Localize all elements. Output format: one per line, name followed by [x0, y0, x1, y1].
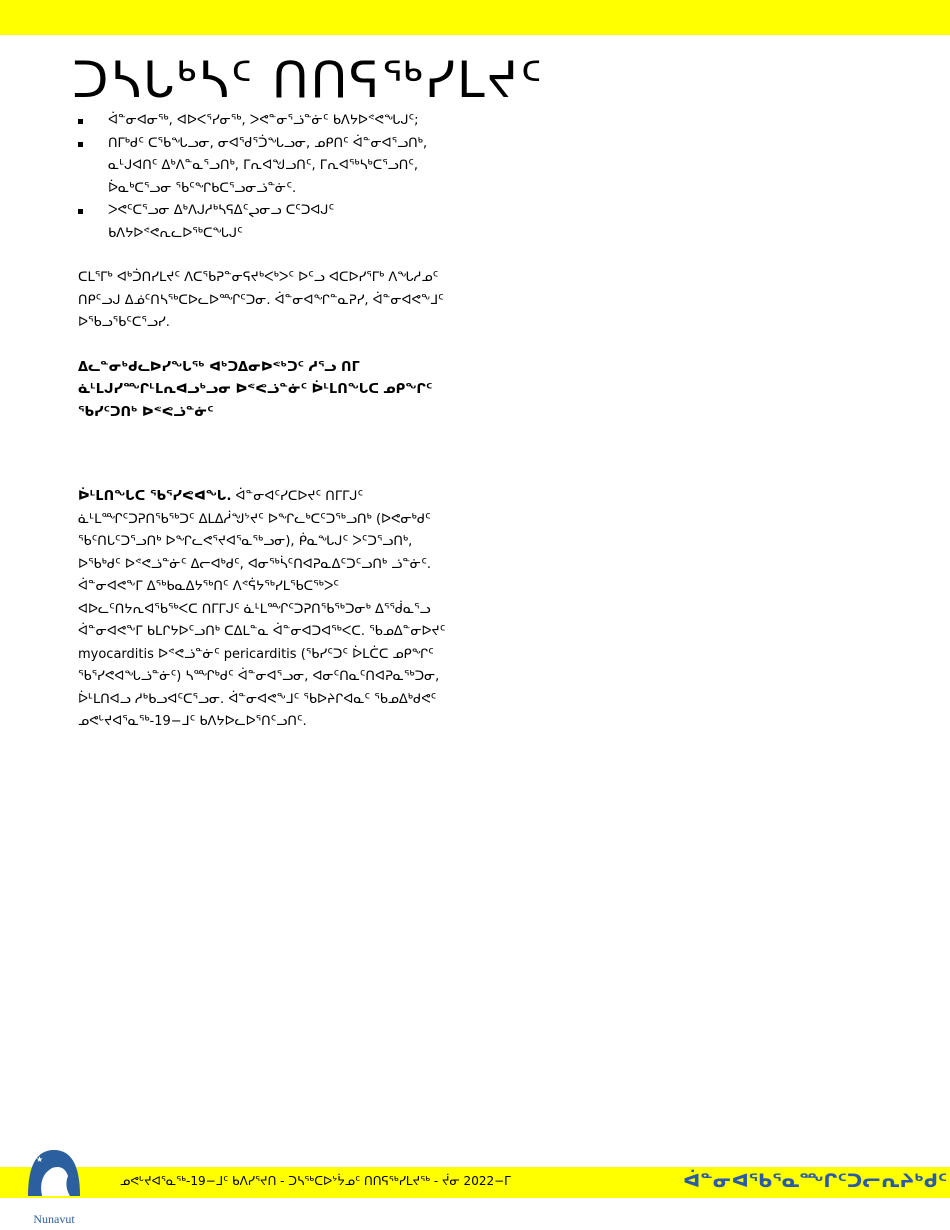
paragraph-duration: ᑕᒪᕐᒥᒃ ᐊᒃᑑᑎᓯᒪᔪᑦ ᐱᑕᖃᕈᓐᓂᕋᔪᒃᐸᒃᐳᑦ ᐅᑦᓗ ᐊᑕᐅᓯᕐᒥᒃ ᐱᖓᓱᓄᑦ ᑎᑭᑦᓗᒍ ᐃᓅᑦᑎᓴᖅᑕᐅᓚᐅᙱᑦᑐᓂ. ᐋᓐᓂᐊᖏᓐᓇᕈᓯ, ᐋᓐᓂᐊᕙᖕᒧᑦ ᐅᖃᓗᖃᑦᑕᕐᓗᓯ.: [78, 270, 444, 330]
list-item: ᑎᒥᒃᑯᑦ ᑕᖃᖓᓗᓂ, ᓂᐊᖁᕐᑑᖓᓗᓂ, ᓄᑭᑎᑦ ᐋᓐᓂᐊᕐᓗᑎᒃ, ᓇᒻᒍᐊᑎᑦ ᐃᒃᐱᓐᓇᕐᓗᑎᒃ, ᒥᕆᐊᖑᓗᑎᑦ, ᒥᕆᐊᖅᓴᒃᑕᕐᓗᑎᑦ, ᐆᓇᒃᑕᕐᓗᓂ ᖃᑦᖏᑲᑕᕐᓗᓂᓘᓐᓃᑦ.: [78, 133, 458, 201]
paragraph-myocarditis: [78, 486, 458, 734]
footer-department: ᐋᓐᓂᐊᖃᕐᓇᙱᑦᑐᓕᕆᔨᒃᑯᑦ: [683, 1170, 948, 1192]
paragraph-lead: ᐆᒻᒪᑎᖓᑕ ᖃᕐᓯᕙᐊᖓ.: [78, 489, 232, 504]
paragraph-text: ᐋᓐᓂᐊᑦᓯᑕᐅᔪᑦ ᑎᒥᒥᒍᑦ ᓈᒻᒪᙱᑦᑐᕈᑎᖃᖅᑐᑦ ᐃᒪᐃᓲᖑᔾᔪᑦ ᐅᖏᓚᒃᑕᑦᑐᖅᓗᑎᒃ (ᐅᕙᓂᒃᑯᑦ ᖃᑦᑎᒐᑦᑐᕐᓗᑎᒃ ᐅᖏᓚᕙᕐᔪᐊᕐᓇᖅᓗᓂ), ᑮᓇᖓᒍᑦ ᐳᑦᑐᕐᓗᑎᒃ, ᐅᖃᒃᑯᑦ ᐅᕝᕙᓘᓐᓃᑦ ᐃᓕᐊᒃᑯᑦ, ᐊᓂᖅᓵᑦᑎᐊᕈᓇᐃᑦᑐᑦᓗᑎᒃ ᓘᓐᓃᑦ. ᐋᓐᓂᐊᕙᖕᒥ ᐃᖅᑲᓇᐃᔭᖅᑎᑦ ᐱᕝᕌᔭᖅᓯᒪᖃᑕᖅᐳᑦ ᐊᐅᓚᑦᑎᔭᕆᐊᖃᖅᐸᑕ ᑎᒥᒥᒍᑦ ᓈᒻᒪᙱᑦᑐᕈᑎᖃᖅᑐᓂᒃ ᐃᕐᖂᓇᕐᓗ ᐋᓐᓂᐊᕙᖕᒥ ᑲᒪᒋᔭᐅᑦᓗᑎᒃ ᑕᐃᒪᓐᓇ ᐋᓐᓂᐊᑐᐊᖅᐸᑕ. ᖃᓄᐃᓐᓂᐅᔪᑦ myocarditis ᐅᕝᕙᓘᓐᓃᑦ pericarditis (ᖃᓯᑦᑐᑦ ᐆᒪᑖᑕ ᓄᑭᖏᑦ ᖃᕐᓯᕙᐊᖓᓘᓐᓃᑦ) ᓴᙱᒃᑯᑦ ᐋᓐᓂᐊᕐᓗᓂ, ᐊᓂᑦᑎᓇᑦᑎᐊᕈᓇᖅᑐᓂ, ᐆᒻᒪᑎᐊᓗ ᓱᒃᑲᓗᐊᑦᑕᕐᓗᓂ. ᐋᓐᓂᐊᕙᖕᒧᑦ ᖃᐅᔨᒋᐊᓇᑦ ᖃᓄᐃᒃᑯᕙᑦ ᓄᕙᒡᔪᐊᕐᓇᖅ-19−ᒧᑦ ᑲᐱᔭᐅᓚᐅᕐᑎᑦᓗᑎᑦ.: [78, 489, 446, 729]
paragraph-warning: ᐃᓚᓐᓂᒃᑯᓚᐅᓯᖓᖅ ᐊᒃᑐᐃᓂᐅᕝᒃᑐᑦ ᓱᕐᓗ ᑎᒥ ᓈᒻᒪᒍᓯᙱᒻᒪᕆᐊᓗᒃᓗᓂ ᐅᕝᕙᓘᓐᓃᑦ ᐆᒻᒪᑎᖓᑕ ᓄᑭᖏᑦ ᖃᓯᑦᑐᑎᒃ ᐅᕝᕙᓘᓐᓃᑦ: [78, 359, 433, 420]
symptom-list: [78, 110, 458, 245]
page-title: ᑐᓴᒐᒃᓴᑦ ᑎᑎᕋᖅᓯᒪᔪᑦ: [72, 51, 544, 109]
footer-title: ᓄᕙᒡᔪᐊᕐᓇᖅ-19−ᒧᑦ ᑲᐱᓯᕐᔪᑎ - ᑐᓴᖅᑕᐅᔾᔮᓄᑦ ᑎᑎᕋᖅᓯᒪᔪᖅ - ᔫᓂ 2022−ᒥ: [120, 1174, 511, 1188]
list-item: ᐋᓐᓂᐊᓂᖅ, ᐊᐅᐸᕐᓯᓂᖅ, ᐳᕙᓐᓂᕐᓘᓐᓃᑦ ᑲᐱᔭᐅᕝᕙᖓᒍᑦ;: [78, 110, 458, 133]
list-item: ᐳᕙᑦᑕᕐᓗᓂ ᐃᒃᐱᒍᓱᒃᓴᕋᐃᑦᖢᓂᓗ ᑕᑦᑐᐊᒍᑦ ᑲᐱᔭᐅᕝᕙᕆᓚᐅᖅᑕᖓᒍᑦ: [78, 200, 458, 245]
svg-text:★: ★: [36, 1155, 44, 1164]
top-yellow-bar: [0, 0, 950, 35]
nunavut-logo: [24, 1146, 84, 1226]
document-body: [78, 110, 458, 756]
svg-text:Nunavut: Nunavut: [33, 1212, 75, 1226]
